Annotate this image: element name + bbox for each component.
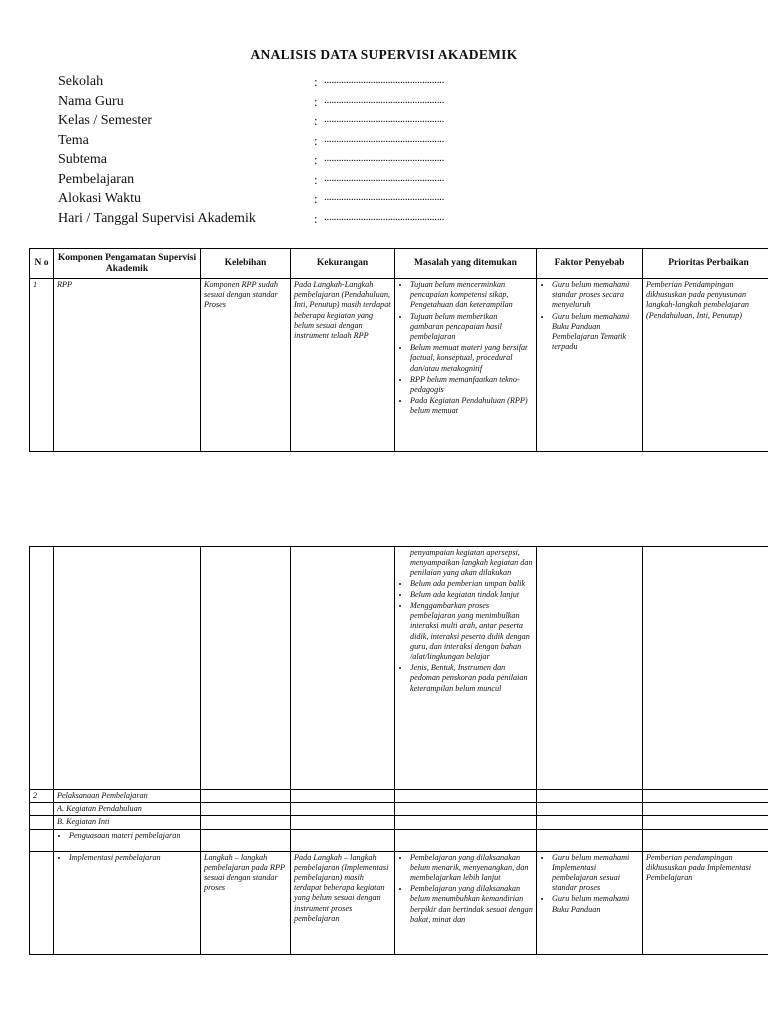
cell-masalah <box>395 547 537 790</box>
masalah-list <box>398 280 533 417</box>
field-label: Alokasi Waktu <box>58 191 141 206</box>
analysis-table-continued <box>29 546 768 955</box>
list-item: • Belum memuat materi yang bersifat factual, konseptual, procedural dan/atau metakognitif <box>410 343 533 374</box>
cell-faktor <box>537 279 643 452</box>
field-label: Nama Guru <box>58 94 124 109</box>
list-item: • Pembelajaran yang dilaksanakan belum menarik, menyenangkan, dan membelajarkan lebih lanjut <box>410 853 533 884</box>
field-value: ................................................. <box>324 172 445 184</box>
cell-komponen <box>54 851 201 954</box>
list-item: • Guru belum memahami Buku Panduan Pembelajaran Tematik terpadu <box>552 312 639 353</box>
header-kekurangan: Kekurangan <box>291 249 395 279</box>
masalah-continued: penyampaian kegiatan apersepsi, menyampaikan langkah kegiatan dan penilaian yang akan dilakukan <box>410 548 533 578</box>
field-colon: : <box>314 133 318 148</box>
field-label: Subtema <box>58 152 107 167</box>
field-value: ................................................. <box>324 152 445 164</box>
table-row <box>30 790 768 803</box>
cell-komponen: B. Kegiatan Inti <box>54 816 201 829</box>
cell-komponen: A. Kegiatan Pendahuluan <box>54 803 201 816</box>
field-label: Pembelajaran <box>58 172 135 187</box>
field-colon: : <box>314 172 318 187</box>
field-value: ................................................. <box>324 133 445 145</box>
cell-masalah <box>395 851 537 954</box>
field-value: ................................................. <box>324 191 445 203</box>
list-item: • Implementasi pembelajaran <box>69 853 197 863</box>
header-no: N o <box>30 249 54 279</box>
header-kelebihan: Kelebihan <box>201 249 291 279</box>
table-header-row <box>30 249 768 279</box>
list-item: • Guru belum memahami standar proses secara menyeluruh <box>552 280 639 311</box>
header-faktor: Faktor Penyebab <box>537 249 643 279</box>
header-prioritas: Prioritas Perbaikan <box>643 249 768 279</box>
cell-komponen <box>54 829 201 851</box>
field-colon: : <box>314 152 318 167</box>
list-item: • Tujuan belum memberikan gambaran pencapaian hasil pembelajaran <box>410 312 533 343</box>
list-item: • Pada Kegiatan Pendahuluan (RPP) belum memuat <box>410 396 533 416</box>
list-item: • Belum ada kegiatan tindak lanjut <box>410 590 533 600</box>
field-label: Tema <box>58 133 89 148</box>
cell-kekurangan: Pada Langkah – langkah pembelajaran (Implementasi pembelajaran) masih terdapat beberapa kegiatan yang belum sesuai dengan instrument proses pembelajaran <box>291 851 395 954</box>
field-value: ................................................. <box>324 113 445 125</box>
analysis-table <box>29 248 768 452</box>
field-label: Sekolah <box>58 74 104 89</box>
document-title: ANALISIS DATA SUPERVISI AKADEMIK <box>250 47 518 62</box>
header-masalah: Masalah yang ditemukan <box>395 249 537 279</box>
list-item: • Penguasaan materi pembelajaran <box>69 831 197 841</box>
cell-prioritas: Pemberian pendampingan dikhususkan pada Implementasi Pembelajaran <box>643 851 768 954</box>
row-number: 1 <box>30 279 54 452</box>
faktor-list <box>540 280 639 352</box>
field-value: ................................................. <box>324 94 445 106</box>
table-row <box>30 279 768 452</box>
cell-komponen: RPP <box>54 279 201 452</box>
field-colon: : <box>314 191 318 206</box>
masalah-list <box>398 853 533 925</box>
field-label: Kelas / Semester <box>58 113 153 128</box>
list-item: • Guru belum memahami Buku Panduan <box>552 894 639 914</box>
list-item: • Tujuan belum mencerminkan pencapaian kompetensi sikap, Pengetahuan dan keterampilan <box>410 280 533 311</box>
list-item: • RPP belum memanfaatkan tekno-pedagogis <box>410 375 533 395</box>
table-row <box>30 816 768 829</box>
table-row <box>30 829 768 851</box>
field-value: ................................................. <box>324 211 445 223</box>
cell-faktor <box>537 851 643 954</box>
table-row <box>30 803 768 816</box>
field-colon: : <box>314 211 318 226</box>
list-item: • Jenis, Bentuk, Instrumen dan pedoman penskoran pada penilaian keterampilan belum muncul <box>410 663 533 694</box>
field-colon: : <box>314 74 318 89</box>
cell-prioritas: Pemberian Pendampingan dikhususkan pada penyusunan langkah-langkah pembelajaran (Pendahuluan, Inti, Penutup) <box>643 279 768 452</box>
cell-kekurangan: Pada Langkah-Langkah pembelajaran (Pendahuluan, Inti, Penutup) masih terdapat beberapa kegiatan yang belum sesuai dengan instrument telaah RPP <box>291 279 395 452</box>
cell-kelebihan: Langkah – langkah pembelajaran pada RPP sesuai dengan standar proses <box>201 851 291 954</box>
list-item: • Guru belum memahami Implementasi pembelajaran sesuai standar proses <box>552 853 639 894</box>
field-value: ................................................. <box>324 74 445 86</box>
cell-masalah <box>395 279 537 452</box>
masalah-list <box>398 579 533 694</box>
table-row <box>30 547 768 790</box>
cell-komponen: Pelaksanaan Pembelajaran <box>54 790 201 803</box>
list-item: • Belum ada pemberian umpan balik <box>410 579 533 589</box>
field-label: Hari / Tanggal Supervisi Akademik <box>58 211 256 226</box>
list-item: • Menggambarkan proses pembelajaran yang menimbulkan interaksi multi arah, antar peserta didik, interaksi peserta didik dengan guru, dan interaksi dengan bahan /alat/lingkungan belajar <box>410 601 533 662</box>
cell-kelebihan: Komponen RPP sudah sesuai dengan standar Proses <box>201 279 291 452</box>
list-item: • Pembelajaran yang dilaksanakan belum menumbuhkan kemandirian berpikir dan bertindak sesuai dengan bakat, minat dan <box>410 884 533 925</box>
field-colon: : <box>314 94 318 109</box>
table-row <box>30 851 768 954</box>
header-komponen: Komponen Pengamatan Supervisi Akademik <box>54 249 201 279</box>
field-colon: : <box>314 113 318 128</box>
faktor-list <box>540 853 639 915</box>
row-number: 2 <box>30 790 54 803</box>
